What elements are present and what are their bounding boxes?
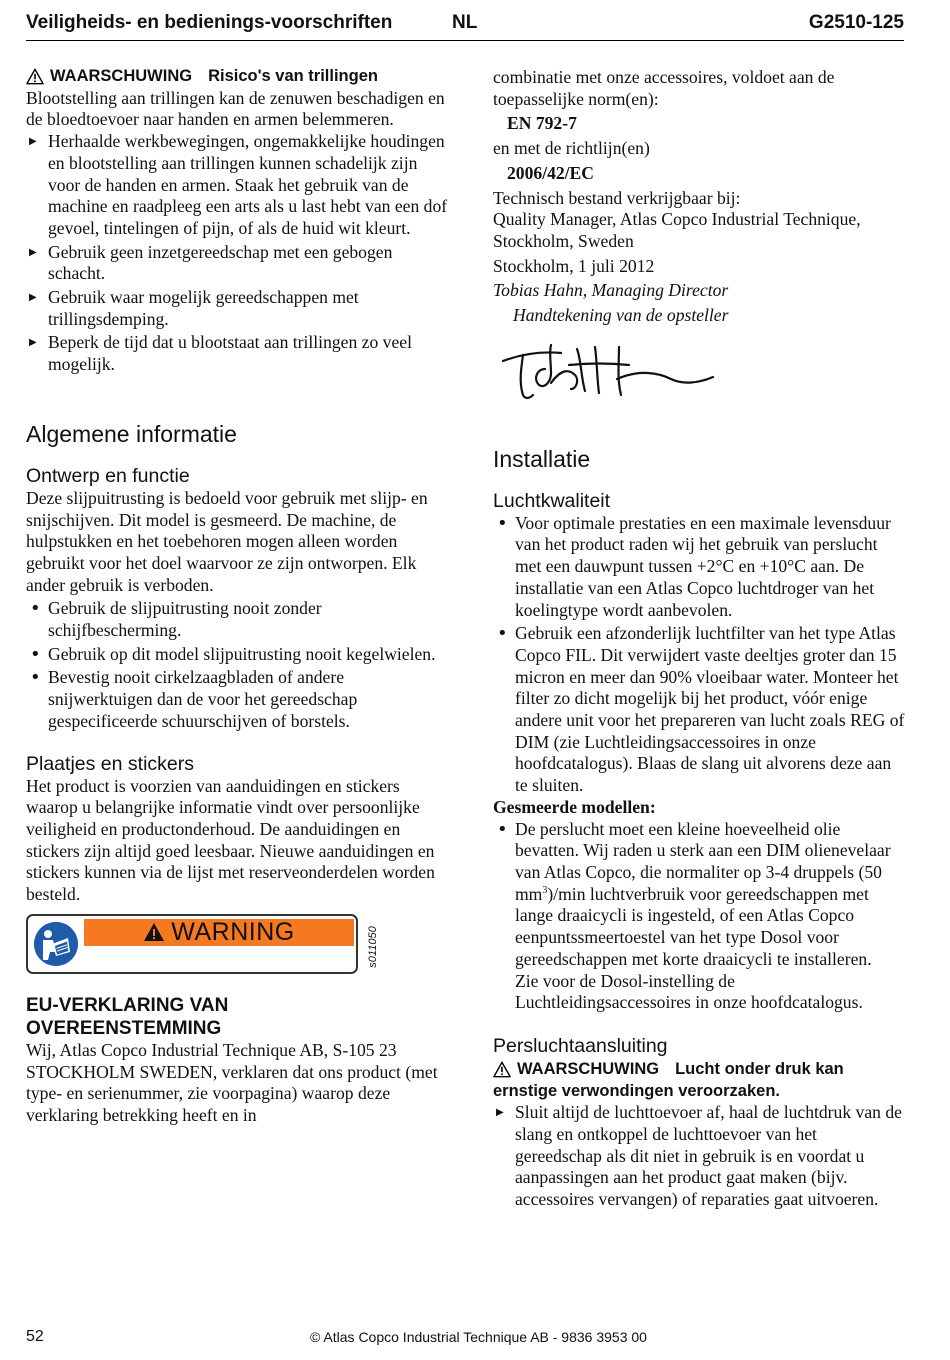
lubricated-models-heading: Gesmeerde modellen: bbox=[493, 796, 656, 817]
language-code: NL bbox=[452, 12, 478, 33]
vibration-list bbox=[26, 131, 451, 376]
left-column bbox=[26, 66, 451, 1127]
warning-title: Lucht onder druk kan bbox=[675, 1059, 844, 1078]
page-header bbox=[26, 10, 904, 41]
warning-label: WAARSCHUWING bbox=[50, 67, 193, 85]
product-code: G2510-125 bbox=[808, 12, 904, 33]
list-item: • Voor optimale prestaties en een maximale levensduur van het product raden wij het gebruik van perslucht met een dauwpunt tussen +2°C en +10°C aan. De installatie van een Atlas Copco luchtdroger van het koelingtype wordt aanbevolen. bbox=[493, 513, 908, 622]
warning-triangle-icon bbox=[26, 68, 44, 85]
place-date: Stockholm, 1 juli 2012 bbox=[493, 255, 655, 276]
warning-title: Risico's van trillingen bbox=[208, 67, 378, 85]
list-item: ▶ Herhaalde werkbewegingen, ongemakkelijke houdingen en blootstelling aan trillingen kunnen schadelijk zijn voor de handen en armen. Staak het gebruik van de machine en raadpleeg een arts als u last hebt van een dof gevoel, tintelingen of pijn, of als de huid wit kleurt. bbox=[26, 131, 451, 240]
list-item: • Gebruik de slijpuitrusting nooit zonder schijfbescherming. bbox=[26, 598, 451, 641]
document-title: Veiligheids- en bedienings-voorschriften bbox=[26, 12, 393, 33]
dosol-note: Zie voor de Dosol-instelling de Luchtleidingsaccessoires in onze hoofdcatalogus. bbox=[515, 970, 863, 1013]
vibration-warning-heading bbox=[26, 66, 451, 88]
signer-name: Tobias Hahn, Managing Director bbox=[493, 280, 729, 301]
list-item: ▶ Sluit altijd de luchttoevoer af, haal de luchtdruk van de slang en ontkoppel de luchttoevoer van het gereedschap als dit niet in gebruik is en voordat u aanpassingen aan het product gaat maken (bijv. accessoires vervangen) of reparaties gaat uitvoeren. bbox=[493, 1102, 908, 1211]
warning-triangle-icon bbox=[143, 922, 165, 942]
air-connection-list bbox=[493, 1102, 908, 1211]
list-item: • De perslucht moet een kleine hoeveelheid olie bevatten. Wij raden u sterk aan een DIM olienevelaar van Atlas Copco, die normaliter op 3-4 druppels (50 $mm^3)/\min$ luchtverbruik voor gereedschappen met lange draaicycli is ingesteld, of een Atlas Copco eenpuntssmeertoestel van het type Dosol voor gereedschappen met korte draaicycli te installeren. bbox=[493, 819, 908, 971]
tech-file-contact: Quality Manager, Atlas Copco Industrial Technique, Stockholm, Sweden bbox=[493, 209, 861, 251]
right-column bbox=[493, 67, 908, 1211]
design-text: Deze slijpuitrusting is bedoeld voor gebruik met slijp- en snijschijven. Dit model is gesmeerd. De machine, de hulpstukken en het toebehoren mogen alleen worden gebruikt voor het doel waarvoor ze zijn ontworpen. Elk ander gebruik is verboden. bbox=[26, 487, 428, 595]
list-item: ▶ Gebruik geen inzetgereedschap met een gebogen schacht. bbox=[26, 242, 451, 285]
warning-triangle-icon bbox=[493, 1061, 511, 1078]
air-quality-list bbox=[493, 513, 908, 797]
tech-file-label: Technisch bestand verkrijgbaar bij: bbox=[493, 187, 741, 208]
eu-directive-intro: en met de richtlijn(en) bbox=[493, 138, 650, 159]
lubricated-list bbox=[493, 819, 908, 971]
handwritten-signature bbox=[499, 339, 719, 409]
warning-banner bbox=[84, 919, 354, 946]
page-footer bbox=[26, 1326, 906, 1348]
read-manual-icon bbox=[34, 922, 78, 966]
warning-sticker bbox=[26, 914, 379, 974]
subheading-labels: Plaatjes en stickers bbox=[26, 752, 194, 775]
vibration-intro: Blootstelling aan trillingen kan de zenuwen beschadigen en de bloedtoevoer naar handen en armen belemmeren. bbox=[26, 87, 445, 130]
list-item: • Gebruik een afzonderlijk luchtfilter van het type Atlas Copco FIL. Dit verwijdert vaste deeltjes groter dan 15 micron en meer dan 90% vloeibaar water. Monteer het filter zo dicht mogelijk bij het product, vóór enige andere unit voor het prepareren van lucht zoals REG of DIM (zie Luchtleidingsaccessoires in onze hoofdcatalogus). Blaas de slang uit alvorens deze aan te sluiten. bbox=[493, 623, 908, 797]
eu-directive: 2006/42/EC bbox=[507, 162, 594, 183]
subheading-air-quality: Luchtkwaliteit bbox=[493, 489, 611, 512]
subheading-air-connection: Persluchtaansluiting bbox=[493, 1034, 668, 1057]
design-list bbox=[26, 598, 451, 732]
air-pressure-warning-heading bbox=[493, 1059, 908, 1081]
eu-declaration-text-continued: combinatie met onze accessoires, voldoet aan de toepasselijke norm(en): bbox=[493, 67, 835, 109]
page-number: 52 bbox=[26, 1328, 44, 1345]
list-item: • Bevestig nooit cirkelzaagbladen of andere snijwerktuigen dan de voor het gereedschap gespecificeerde schuurschijven of borstels. bbox=[26, 667, 451, 732]
list-item: • Gebruik op dit model slijpuitrusting nooit kegelwielen. bbox=[26, 644, 451, 666]
sticker-code: s011050 bbox=[367, 926, 379, 968]
section-heading-general: Algemene informatie bbox=[26, 420, 237, 447]
list-item: ▶ Beperk de tijd dat u blootstaat aan trillingen zo veel mogelijk. bbox=[26, 332, 451, 375]
labels-text: Het product is voorzien van aanduidingen en stickers waarop u belangrijke informatie vindt over persoonlijke veiligheid en productonderhoud. De aanduidingen en stickers zijn altijd goed leesbaar. Nieuwe aanduidingen en stickers kunnen via de lijst met reserveonderdelen worden besteld. bbox=[26, 775, 435, 905]
eu-norm: EN 792-7 bbox=[507, 113, 577, 134]
sticker-warning-text: WARNING bbox=[171, 917, 295, 946]
subheading-design: Ontwerp en functie bbox=[26, 464, 190, 487]
warning-title-continued: ernstige verwondingen veroorzaken. bbox=[493, 1081, 780, 1100]
section-heading-installation: Installatie bbox=[493, 445, 591, 472]
copyright: © Atlas Copco Industrial Technique AB - 9836 3953 00 bbox=[310, 1329, 647, 1345]
subheading-eu-declaration: EU-VERKLARING VAN OVEREENSTEMMING bbox=[26, 994, 229, 1039]
warning-label: WAARSCHUWING bbox=[517, 1059, 660, 1078]
list-item: ▶ Gebruik waar mogelijk gereedschappen met trillingsdemping. bbox=[26, 287, 451, 330]
eu-declaration-text: Wij, Atlas Copco Industrial Technique AB, S-105 23 STOCKHOLM SWEDEN, verklaren dat ons product (met type- en serienummer, zie voorpagina) waarop deze verklaring betrekking heeft en in bbox=[26, 1039, 438, 1125]
signature-caption: Handtekening van de opsteller bbox=[513, 305, 729, 326]
